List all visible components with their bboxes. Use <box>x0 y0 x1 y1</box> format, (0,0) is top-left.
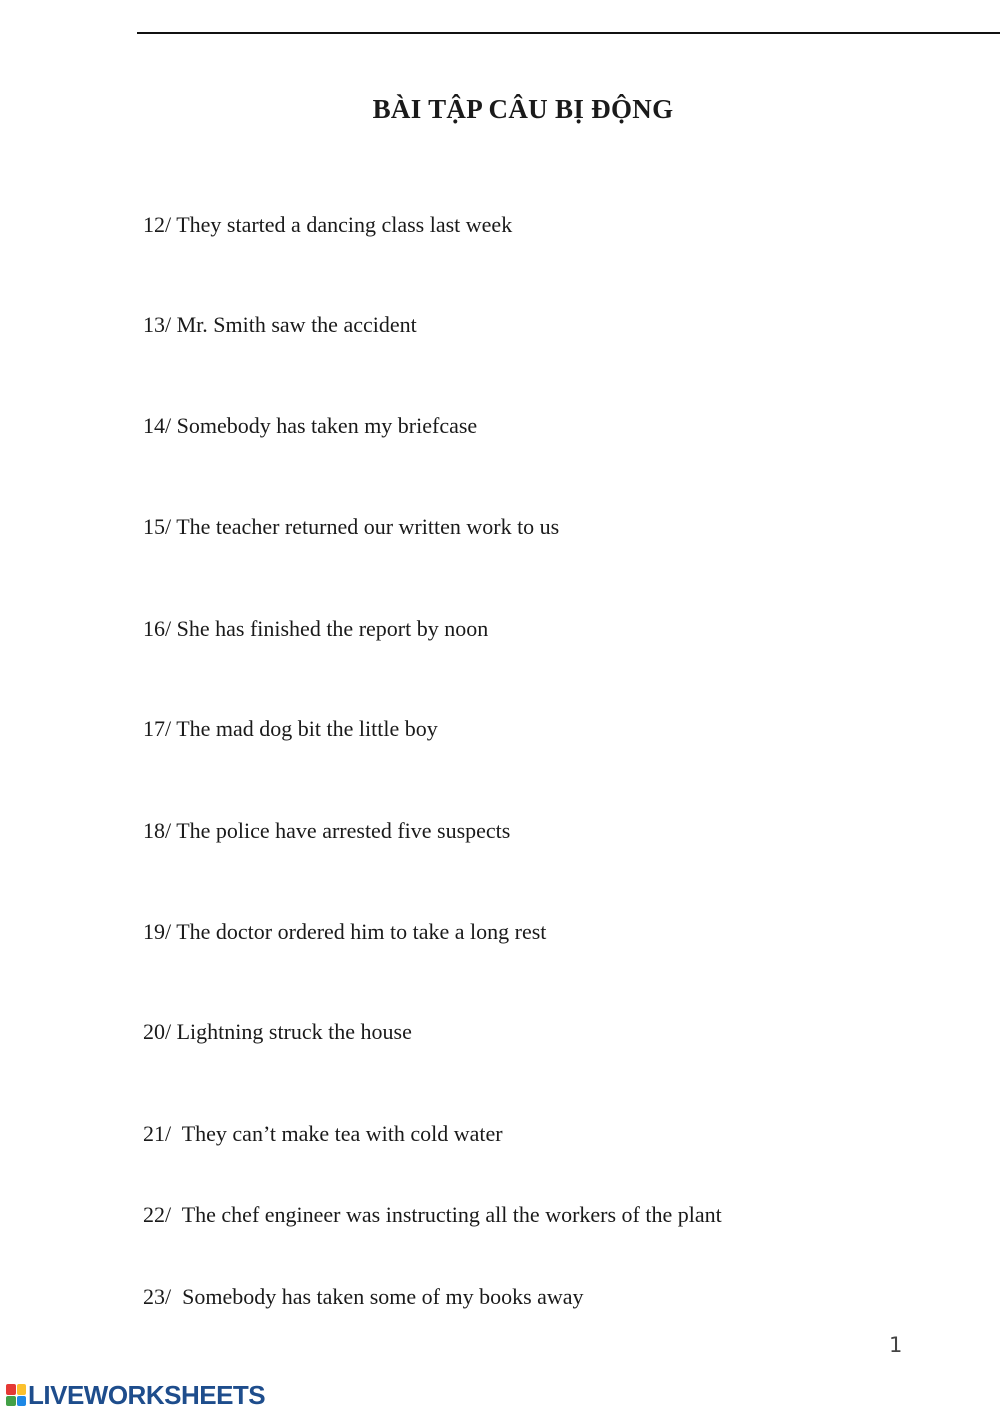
question-20: 20/ Lightning struck the house <box>143 1019 412 1044</box>
question-17: 17/ The mad dog bit the little boy <box>143 716 438 741</box>
question-21: 21/ They can’t make tea with cold water <box>143 1121 503 1146</box>
brand-text: LIVEWORKSHEETS <box>28 1379 266 1410</box>
question-16: 16/ She has finished the report by noon <box>143 616 489 641</box>
liveworksheets-brand[interactable] <box>6 1380 265 1410</box>
page-number: 1 <box>889 1333 903 1357</box>
question-14: 14/ Somebody has taken my briefcase <box>143 413 478 438</box>
logo-square-blue <box>17 1396 27 1407</box>
liveworksheets-logo-icon <box>6 1384 26 1406</box>
logo-square-green <box>6 1396 16 1407</box>
logo-square-red <box>6 1384 16 1395</box>
question-18: 18/ The police have arrested five suspects <box>143 818 511 843</box>
logo-square-yellow <box>17 1384 27 1395</box>
question-15: 15/ The teacher returned our written work to us <box>143 514 560 539</box>
question-12: 12/ They started a dancing class last week <box>143 212 513 237</box>
header-rule <box>137 32 1000 34</box>
question-22: 22/ The chef engineer was instructing all the workers of the plant <box>143 1202 722 1227</box>
worksheet-title: BÀI TẬP CÂU BỊ ĐỘNG <box>372 94 674 124</box>
question-19: 19/ The doctor ordered him to take a long rest <box>143 919 547 944</box>
question-13: 13/ Mr. Smith saw the accident <box>143 312 417 337</box>
question-23: 23/ Somebody has taken some of my books away <box>143 1284 584 1309</box>
